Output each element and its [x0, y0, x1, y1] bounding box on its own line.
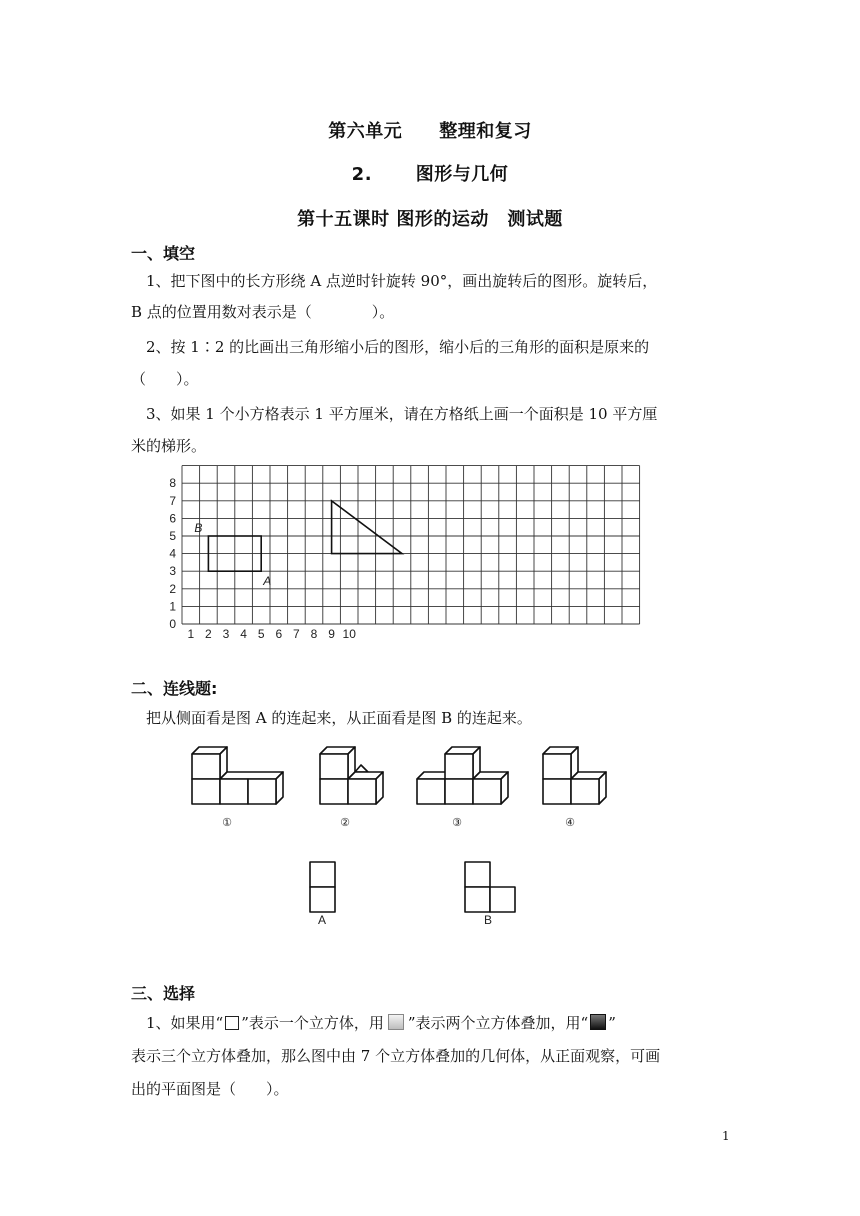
- unit-title: 第六单元 整理和复习: [328, 121, 532, 142]
- x-tick-label: 2: [205, 627, 212, 641]
- solid-4: [543, 747, 606, 804]
- y-tick-label: 1: [169, 599, 176, 614]
- part3-q1-line2: 表示三个立方体叠加，那么图中由 7 个立方体叠加的几何体，从正面观察，可画: [131, 1047, 661, 1065]
- q1-line2: B 点的位置用数对表示是（ ）。: [131, 303, 395, 321]
- x-tick-label: 8: [310, 627, 318, 641]
- part3-q1-line3: 出的平面图是（ ）。: [131, 1080, 289, 1098]
- part3-heading: 三、选择: [131, 984, 196, 1003]
- point-b-label: B: [194, 521, 203, 535]
- y-tick-label: 6: [169, 511, 176, 526]
- solid-1: [192, 747, 283, 804]
- q3-line1: 3、如果 1 个小方格表示 1 平方厘米，请在方格纸上画一个面积是 10 平方厘: [146, 405, 658, 423]
- part3-q1-line1: [146, 1012, 616, 1034]
- x-tick-label: 6: [275, 627, 283, 641]
- single-cube-icon: [225, 1016, 239, 1030]
- y-tick-label: 7: [169, 493, 176, 508]
- solid-label-2: ②: [340, 816, 350, 829]
- q1-text-b: ”表示一个立方体，用: [241, 1014, 384, 1032]
- solid-3: [417, 747, 508, 804]
- x-tick-label: 1: [187, 627, 195, 641]
- q1-line1: 1、把下图中的长方形绕 A 点逆时针旋转 90°，画出旋转后的图形。旋转后，: [146, 272, 658, 290]
- grid-figure: [160, 466, 670, 646]
- triangle-shape: [332, 501, 402, 554]
- q1-text-c: ”表示两个立方体叠加，用“: [407, 1014, 589, 1032]
- solid-label-3: ③: [452, 816, 462, 829]
- section-title: 2. 图形与几何: [351, 164, 509, 185]
- y-tick-label: 8: [169, 476, 176, 491]
- solid-label-1: ①: [222, 816, 232, 829]
- x-tick-label: 4: [240, 627, 247, 641]
- view-b: [465, 862, 515, 927]
- double-cube-icon: [388, 1014, 404, 1030]
- y-tick-label: 5: [169, 529, 176, 543]
- y-tick-label: 4: [169, 546, 176, 561]
- cube-solids-figure: [185, 742, 615, 842]
- view-a-label: A: [317, 913, 327, 927]
- triple-cube-icon: [590, 1014, 606, 1030]
- x-tick-label: 7: [293, 627, 300, 641]
- solid-label-4: ④: [565, 816, 575, 829]
- part2-heading: 二、连线题:: [131, 679, 218, 698]
- views-figure: [300, 858, 530, 928]
- x-tick-label: 3: [222, 627, 230, 641]
- x-tick-label: 9: [328, 627, 335, 641]
- q1-text-d: ”: [608, 1014, 616, 1032]
- lesson-title: 第十五课时 图形的运动 测试题: [297, 209, 563, 230]
- page-number: 1: [722, 1129, 730, 1143]
- q3-line2: 米的梯形。: [131, 437, 207, 455]
- point-a-label: A: [263, 574, 272, 589]
- view-a: [310, 862, 335, 927]
- y-tick-label: 0: [169, 617, 176, 631]
- x-tick-label: 5: [257, 627, 265, 641]
- q2-line1: 2、按 1∶2 的比画出三角形缩小后的图形，缩小后的三角形的面积是原来的: [146, 338, 650, 356]
- y-tick-label: 3: [169, 564, 176, 579]
- part2-instruction: 把从侧面看是图 A 的连起来，从正面看是图 B 的连起来。: [146, 709, 532, 727]
- view-b-label: B: [483, 913, 493, 927]
- q2-line2: （ ）。: [131, 370, 199, 388]
- solid-2: [320, 747, 383, 804]
- x-tick-label: 10: [342, 627, 356, 641]
- part1-heading: 一、填空: [131, 244, 196, 263]
- q1-text-a: 1、如果用“: [146, 1014, 224, 1032]
- y-tick-label: 2: [169, 581, 176, 596]
